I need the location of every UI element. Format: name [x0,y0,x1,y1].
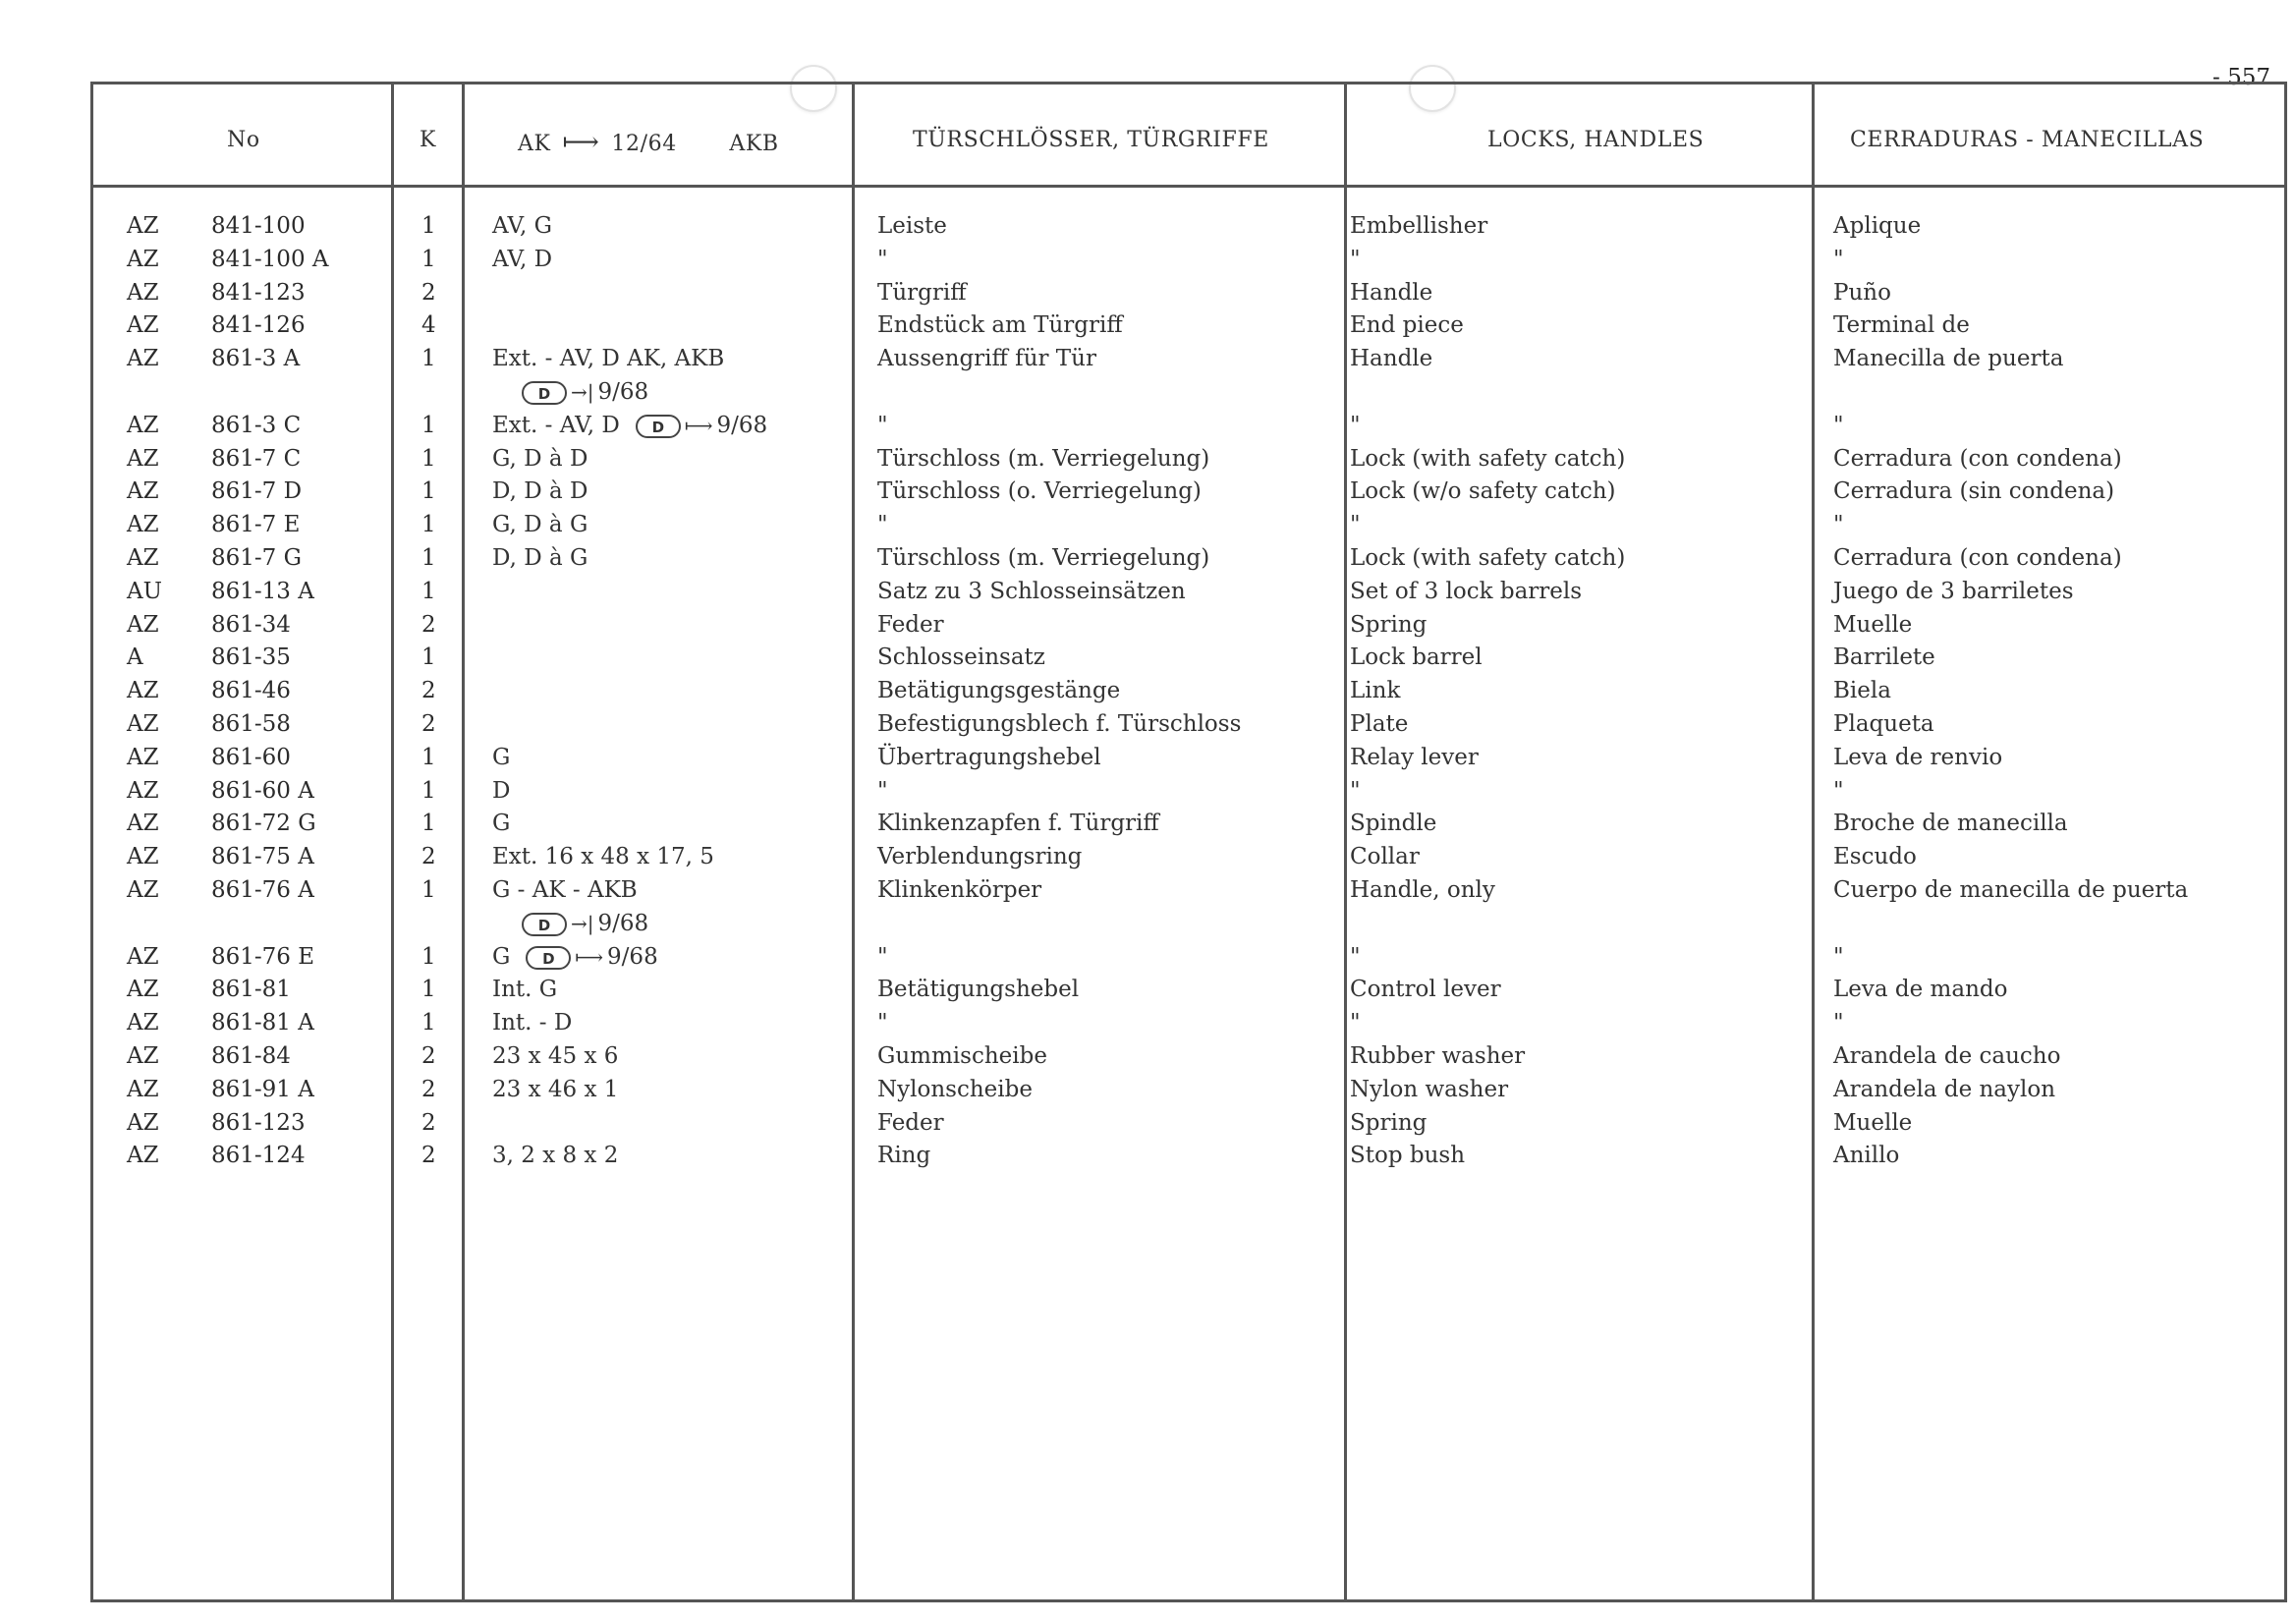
part-prefix: AZ [127,611,159,638]
spanish-description: Juego de 3 barriletes [1833,578,2074,604]
quantity: 1 [421,777,436,804]
ak-text: Int. G [492,977,558,1003]
english-description: End piece [1350,312,1464,339]
quantity: 1 [421,977,436,1003]
spanish-description: Muelle [1833,1109,1913,1136]
header-spanish: CERRADURAS - MANECILLAS [1850,128,2205,152]
parts-table [90,82,2287,1602]
table-row [93,1074,2284,1107]
german-description: " [877,512,888,538]
part-number: 861-72 G [211,811,316,837]
english-description: Spindle [1350,811,1437,837]
part-prefix: AZ [127,213,159,239]
german-description: Betätigungsgestänge [877,678,1121,704]
part-prefix: AZ [127,1109,159,1136]
part-number: 861-60 A [211,777,314,804]
english-description: Lock (with safety catch) [1350,544,1626,571]
part-number: 861-35 [211,644,291,671]
ak-note [492,476,588,509]
table-row [93,410,2284,443]
english-description: Handle [1350,279,1433,306]
ak-note [492,775,510,809]
part-prefix: AZ [127,777,159,804]
german-description: Aussengriff für Tür [877,346,1096,372]
ak-note [492,244,552,277]
spanish-description: Manecilla de puerta [1833,346,2064,372]
ak-note [492,1040,618,1074]
spanish-description: Cerradura (con condena) [1833,544,2122,571]
part-prefix: AZ [127,478,159,505]
german-description: " [877,777,888,804]
german-description: Feder [877,611,944,638]
part-number: 861-76 A [211,876,314,903]
part-prefix: AZ [127,710,159,737]
english-description: Nylon washer [1350,1076,1509,1102]
part-number: 861-81 A [211,1010,314,1036]
ak-text: AV, D [492,246,553,272]
german-description: Gummischeibe [877,1042,1047,1069]
ak-text: D, D à G [492,544,588,571]
part-number: 861-13 A [211,578,314,604]
english-description: Set of 3 lock barrels [1350,578,1583,604]
german-description: " [877,943,888,970]
spanish-description: " [1833,512,1844,538]
part-prefix: AZ [127,744,159,770]
part-number: 861-7 E [211,512,301,538]
quantity: 4 [421,312,436,339]
ak-note [492,1140,618,1173]
ak-note [492,974,557,1007]
ak-text: G [492,744,511,770]
table-row [93,708,2284,742]
spanish-description: Cerradura (con condena) [1833,445,2122,472]
header-ak [518,128,779,157]
table-row [93,675,2284,708]
table-row [93,476,2284,509]
table-row [93,542,2284,576]
d-badge-icon: D [522,913,567,936]
ak-text: G, D à D [492,445,588,472]
english-description: Collar [1350,844,1420,870]
part-prefix: AZ [127,876,159,903]
english-description: Relay lever [1350,744,1479,770]
spanish-description: Leva de renvio [1833,744,2003,770]
quantity: 1 [421,644,436,671]
english-description: " [1350,512,1361,538]
german-description: Übertragungshebel [877,744,1101,770]
english-description: Rubber washer [1350,1042,1526,1069]
header-akb-label: AKB [729,132,779,156]
spanish-description: Puño [1833,279,1891,306]
ak-text: 23 x 46 x 1 [492,1076,619,1102]
part-number: 861-76 E [211,943,315,970]
table-row [93,309,2284,343]
spanish-description: Biela [1833,678,1891,704]
ak-note [492,841,714,874]
part-number: 861-7 G [211,544,302,571]
german-description: Türschloss (m. Verriegelung) [877,544,1210,571]
table-row [93,841,2284,874]
spanish-description: Escudo [1833,844,1917,870]
quantity: 2 [421,279,436,306]
d-badge-icon: D [636,415,681,438]
spanish-description: Cerradura (sin condena) [1833,478,2115,505]
english-description: Link [1350,678,1401,704]
header-ak-label: AK [518,132,551,156]
german-description: Türschloss (o. Verriegelung) [877,478,1202,505]
part-number: 841-100 A [211,246,329,272]
ak-text: AV, G [492,213,553,239]
table-row [93,808,2284,841]
ak-note [492,1074,618,1107]
english-description: Plate [1350,710,1409,737]
part-number: 841-126 [211,312,306,339]
spanish-description: Arandela de naylon [1833,1076,2056,1102]
spanish-description: Muelle [1833,611,1913,638]
german-description: " [877,1010,888,1036]
ak-text: Ext. - AV, D [492,412,620,438]
ak-text: 3, 2 x 8 x 2 [492,1143,619,1169]
part-prefix: AZ [127,1143,159,1169]
table-row [93,343,2284,376]
table-row [93,775,2284,809]
part-prefix: AZ [127,544,159,571]
german-description: Türgriff [877,279,967,306]
ak-date: 9/68 [607,943,658,970]
german-description: Klinkenkörper [877,876,1042,903]
spanish-description: " [1833,943,1844,970]
quantity: 1 [421,445,436,472]
ak-text: G [492,811,511,837]
part-prefix: AZ [127,346,159,372]
table-row [93,376,2284,410]
part-number: 841-123 [211,279,306,306]
part-prefix: AZ [127,512,159,538]
ak-note [492,443,588,476]
table-row [93,742,2284,775]
german-description: Befestigungsblech f. Türschloss [877,710,1242,737]
part-number: 861-58 [211,710,291,737]
quantity: 1 [421,246,436,272]
from-arrow-icon: ⟼ [575,944,604,969]
d-badge-icon: D [522,381,567,405]
ak-text: D [492,777,511,804]
spanish-description: Arandela de caucho [1833,1042,2061,1069]
header-k: K [420,128,437,152]
table-row [93,1040,2284,1074]
ak-text: Int. - D [492,1010,573,1036]
quantity: 2 [421,611,436,638]
table-row [93,874,2284,908]
quantity: 1 [421,744,436,770]
table-row [93,509,2284,542]
table-row [93,642,2284,675]
part-prefix: AZ [127,844,159,870]
spanish-description: " [1833,777,1844,804]
quantity: 2 [421,1076,436,1102]
table-row [93,576,2284,609]
english-description: Spring [1350,1109,1428,1136]
ak-note [492,410,767,443]
header-german: TÜRSCHLÖSSER, TÜRGRIFFE [913,128,1269,152]
ak-note [492,376,648,410]
ak-note [492,210,552,244]
spanish-description: Broche de manecilla [1833,811,2068,837]
from-arrow-icon: ⟼ [562,128,600,157]
ak-note [492,542,588,576]
german-description: Klinkenzapfen f. Türgriff [877,811,1159,837]
ak-text: Ext. - AV, D AK, AKB [492,346,725,372]
quantity: 2 [421,1143,436,1169]
quantity: 2 [421,1109,436,1136]
quantity: 1 [421,512,436,538]
german-description: Schlosseinsatz [877,644,1045,671]
ak-text: G, D à G [492,512,588,538]
quantity: 1 [421,1010,436,1036]
until-arrow-icon: →| [571,379,594,404]
table-row [93,1140,2284,1173]
ak-text: D, D à D [492,478,588,505]
header-no: No [227,128,260,152]
header-ak-date: 12/64 [611,132,677,156]
spanish-description: Cuerpo de manecilla de puerta [1833,876,2189,903]
english-description: " [1350,246,1361,272]
english-description: Embellisher [1350,213,1488,239]
spanish-description: " [1833,246,1844,272]
german-description: Verblendungsring [877,844,1083,870]
english-description: Handle [1350,346,1433,372]
part-prefix: AZ [127,246,159,272]
quantity: 1 [421,346,436,372]
german-description: " [877,246,888,272]
quantity: 1 [421,544,436,571]
quantity: 2 [421,710,436,737]
part-prefix: AZ [127,312,159,339]
table-row [93,210,2284,244]
part-number: 861-91 A [211,1076,314,1102]
table-row [93,1007,2284,1040]
ak-note [492,509,588,542]
ak-text: G - AK - AKB [492,876,638,903]
german-description: Türschloss (m. Verriegelung) [877,445,1210,472]
until-arrow-icon: →| [571,911,594,935]
table-row [93,277,2284,310]
part-number: 861-84 [211,1042,291,1069]
part-number: 861-7 C [211,445,302,472]
english-description: " [1350,412,1361,438]
part-prefix: AZ [127,977,159,1003]
english-description: Stop bush [1350,1143,1466,1169]
part-number: 861-46 [211,678,291,704]
ak-date: 9/68 [716,412,768,438]
quantity: 2 [421,844,436,870]
german-description: Satz zu 3 Schlosseinsätzen [877,578,1186,604]
quantity: 2 [421,1042,436,1069]
english-description: Spring [1350,611,1428,638]
ak-note [492,874,638,908]
part-number: 861-123 [211,1109,306,1136]
spanish-description: " [1833,1010,1844,1036]
german-description: " [877,412,888,438]
part-prefix: AZ [127,279,159,306]
ak-note [492,808,510,841]
english-description: Lock (with safety catch) [1350,445,1626,472]
spanish-description: Anillo [1833,1143,1900,1169]
english-description: Lock barrel [1350,644,1483,671]
ak-text: 23 x 45 x 6 [492,1042,619,1069]
ak-note [492,941,658,975]
part-prefix: AZ [127,811,159,837]
table-row [93,609,2284,643]
quantity: 1 [421,876,436,903]
english-description: " [1350,1010,1361,1036]
part-prefix: AZ [127,943,159,970]
page-number: - 557 [2212,65,2270,90]
part-number: 861-124 [211,1143,306,1169]
english-description: Control lever [1350,977,1501,1003]
part-prefix: AZ [127,678,159,704]
ak-date: 9/68 [597,910,649,936]
d-badge-icon: D [526,946,571,970]
table-row [93,443,2284,476]
english-description: " [1350,943,1361,970]
ak-note [492,742,510,775]
german-description: Nylonscheibe [877,1076,1033,1102]
spanish-description: Aplique [1833,213,1922,239]
ak-text: Ext. 16 x 48 x 17, 5 [492,844,714,870]
table-row [93,1107,2284,1141]
quantity: 1 [421,811,436,837]
part-prefix: AZ [127,1076,159,1102]
header-divider [93,185,2284,188]
german-description: Betätigungshebel [877,977,1080,1003]
quantity: 1 [421,478,436,505]
part-prefix: A [127,644,143,671]
header-english: LOCKS, HANDLES [1487,128,1705,152]
part-number: 861-3 A [211,346,301,372]
german-description: Feder [877,1109,944,1136]
quantity: 1 [421,412,436,438]
quantity: 1 [421,943,436,970]
english-description: " [1350,777,1361,804]
part-number: 861-75 A [211,844,314,870]
spanish-description: Plaqueta [1833,710,1934,737]
spanish-description: Terminal de [1833,312,1970,339]
table-row [93,908,2284,941]
part-number: 861-7 D [211,478,303,505]
quantity: 1 [421,213,436,239]
ak-date: 9/68 [597,378,649,405]
part-prefix: AU [127,578,162,604]
part-prefix: AZ [127,1042,159,1069]
part-prefix: AZ [127,445,159,472]
english-description: Handle, only [1350,876,1495,903]
ak-note [492,908,648,941]
german-description: Leiste [877,213,947,239]
german-description: Endstück am Türgriff [877,312,1123,339]
part-prefix: AZ [127,1010,159,1036]
ak-note [492,343,724,376]
table-body [93,210,2284,1173]
ak-note [492,1007,572,1040]
spanish-description: " [1833,412,1844,438]
spanish-description: Barrilete [1833,644,1935,671]
part-number: 861-60 [211,744,291,770]
part-number: 861-81 [211,977,291,1003]
part-number: 861-34 [211,611,291,638]
quantity: 2 [421,678,436,704]
spanish-description: Leva de mando [1833,977,2008,1003]
from-arrow-icon: ⟼ [684,413,713,437]
table-row [93,974,2284,1007]
english-description: Lock (w/o safety catch) [1350,478,1616,505]
ak-text: G [492,943,511,970]
part-number: 841-100 [211,213,306,239]
part-prefix: AZ [127,412,159,438]
table-row [93,941,2284,975]
table-row [93,244,2284,277]
german-description: Ring [877,1143,931,1169]
quantity: 1 [421,578,436,604]
part-number: 861-3 C [211,412,302,438]
